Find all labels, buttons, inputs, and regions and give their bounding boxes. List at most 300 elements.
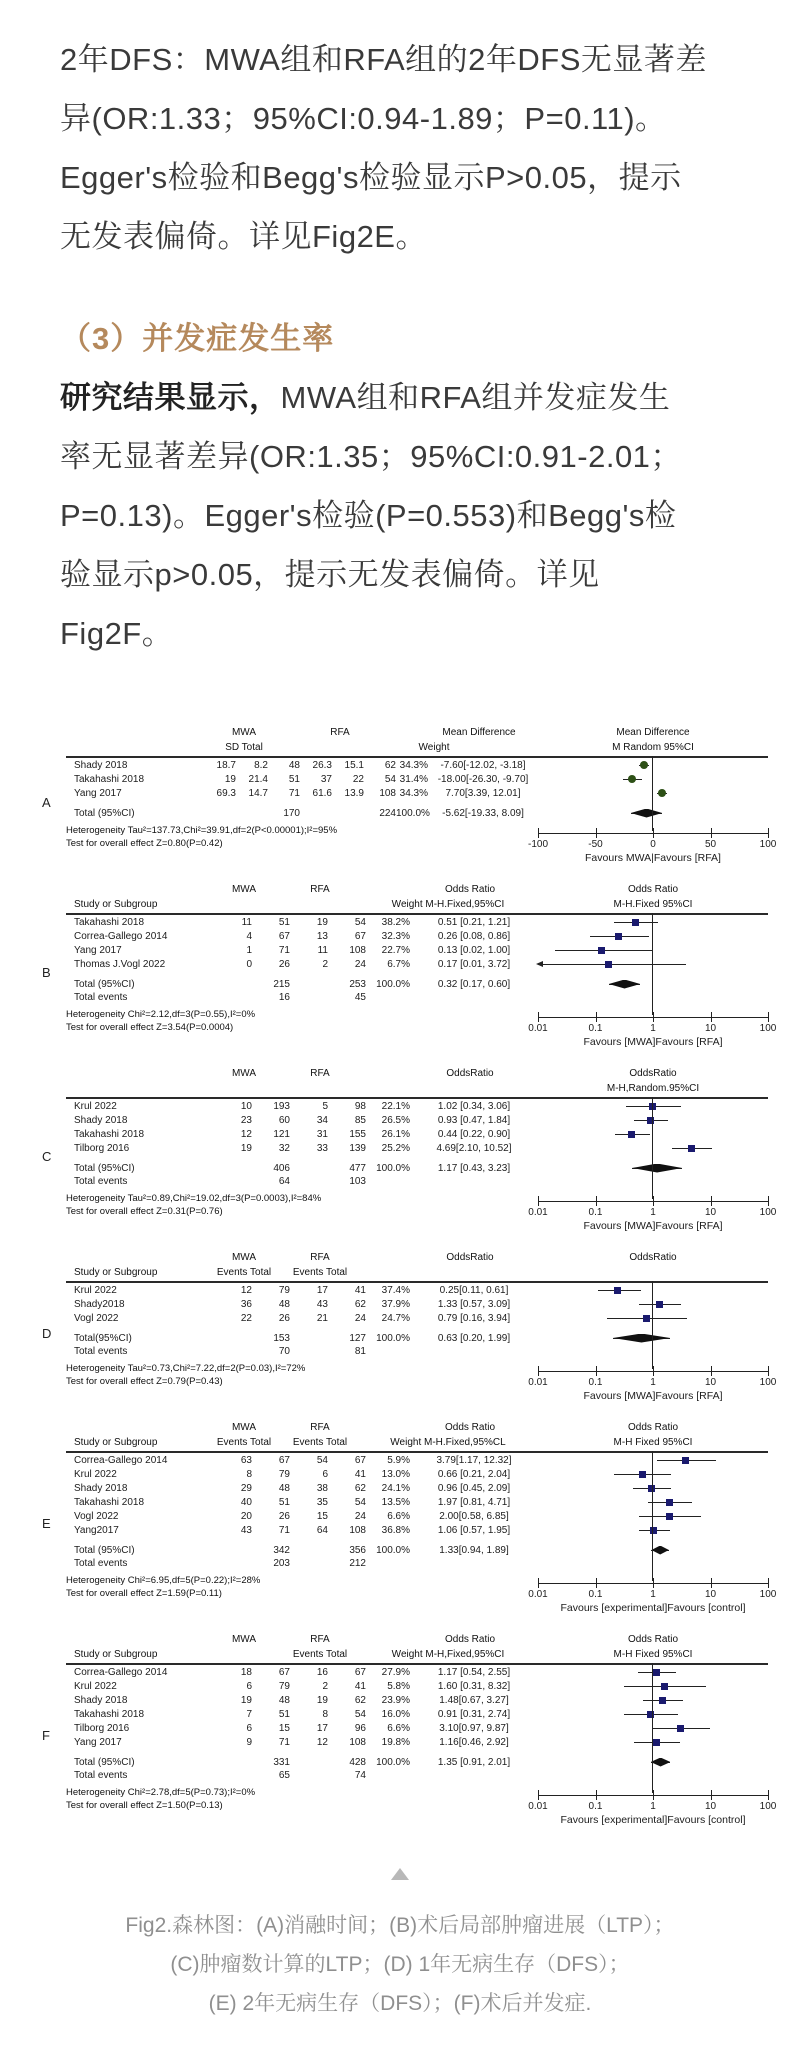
effect-estimate-text: 3.10[0.97, 9.87] bbox=[439, 1722, 509, 1734]
effect-marker bbox=[653, 1669, 660, 1676]
panel-footer bbox=[66, 822, 777, 870]
study-row bbox=[66, 1707, 768, 1721]
value-cell: 64 bbox=[278, 1176, 290, 1187]
column-header-label: Odds Ratio bbox=[627, 884, 679, 895]
value-cell: 5 bbox=[322, 1100, 328, 1112]
value-cell: 16 bbox=[316, 1666, 328, 1678]
total-label: Total (95%CI) bbox=[74, 807, 135, 819]
effect-estimate-text: -18.00[-26.30, -9.70] bbox=[437, 773, 529, 785]
axis-tick bbox=[768, 828, 769, 838]
value-cell: 31.4% bbox=[399, 773, 428, 785]
value-cell: 33 bbox=[316, 1142, 328, 1154]
column-header-label: M-H Fixed 95%CI bbox=[613, 1437, 693, 1448]
value-cell: 79 bbox=[278, 1468, 290, 1480]
x-axis bbox=[528, 1006, 777, 1054]
column-header-label: RFA bbox=[310, 1422, 330, 1433]
value-cell: 17 bbox=[316, 1284, 328, 1296]
study-name: Shady 2018 bbox=[74, 1114, 128, 1126]
text-line: 验显示p>0.05，提示无发表偏倚。详见 bbox=[60, 557, 600, 592]
value-cell: 108 bbox=[349, 944, 366, 956]
study-row bbox=[66, 943, 768, 957]
total-row bbox=[66, 1543, 768, 1557]
total-row bbox=[66, 1755, 768, 1769]
effect-marker bbox=[659, 1697, 666, 1704]
study-name: Yang 2017 bbox=[74, 944, 122, 956]
value-cell: 67 bbox=[278, 1454, 290, 1466]
study-ci-plot bbox=[538, 1735, 768, 1749]
study-row bbox=[66, 1481, 768, 1495]
axis-tick bbox=[711, 828, 712, 838]
value-cell: 2 bbox=[322, 958, 328, 970]
forest-panel-B bbox=[38, 882, 777, 1054]
text-line: P=0.13)。Egger's检验(P=0.553)和Begg's检 bbox=[60, 498, 677, 533]
text-span: MWA组和RFA组并发症发生 bbox=[280, 380, 671, 415]
axis-tick-label: 0.01 bbox=[528, 1589, 548, 1600]
value-cell: 71 bbox=[288, 787, 300, 799]
value-cell: 54 bbox=[354, 1708, 366, 1720]
spacer bbox=[538, 991, 768, 1004]
column-header-label: Events Total bbox=[216, 1267, 272, 1278]
value-cell: 12 bbox=[316, 1736, 328, 1748]
effect-marker bbox=[605, 961, 612, 968]
study-name: Vogl 2022 bbox=[74, 1510, 119, 1522]
axis-tick-label: 1 bbox=[650, 1377, 656, 1388]
value-cell: 62 bbox=[354, 1482, 366, 1494]
effect-estimate-text: 0.17 [0.01, 3.72] bbox=[437, 958, 511, 970]
column-header-label: Study or Subgroup bbox=[74, 1437, 158, 1448]
x-axis bbox=[528, 1572, 777, 1620]
panel-letter: B bbox=[42, 964, 51, 980]
effect-marker bbox=[682, 1457, 689, 1464]
column-header-label: RFA bbox=[330, 727, 350, 738]
effect-estimate-text: 0.26 [0.08, 0.86] bbox=[437, 930, 511, 942]
effect-estimate-text: 4.69[2.10, 10.52] bbox=[436, 1142, 512, 1154]
section-heading-complications: （3）并发症发生率 bbox=[60, 321, 335, 356]
value-cell: 20 bbox=[240, 1510, 252, 1522]
value-cell: 26 bbox=[278, 1510, 290, 1522]
column-header-label: Odds Ratio bbox=[444, 1422, 496, 1433]
axis-tick-label: 10 bbox=[704, 1207, 717, 1218]
value-cell: 100.0% bbox=[376, 978, 410, 990]
panel-footer bbox=[66, 1572, 777, 1620]
column-header-label: Odds Ratio bbox=[627, 1422, 679, 1433]
value-cell: 18 bbox=[240, 1666, 252, 1678]
value-cell: 100.0% bbox=[396, 807, 430, 819]
value-cell: 74 bbox=[354, 1770, 366, 1781]
value-cell: 477 bbox=[349, 1162, 366, 1174]
figure-caption bbox=[0, 1868, 800, 2049]
value-cell: 19 bbox=[240, 1694, 252, 1706]
text-line: 2年DFS：MWA组和RFA组的2年DFS无显著差 bbox=[60, 42, 707, 77]
value-cell: 34.3% bbox=[399, 759, 428, 771]
study-ci-plot bbox=[538, 1467, 768, 1481]
heterogeneity-text: Heterogeneity Chi²=6.95,df=5(P=0.22);I²=28% bbox=[66, 1575, 261, 1586]
value-cell: 428 bbox=[349, 1756, 366, 1768]
value-cell: 48 bbox=[278, 1298, 290, 1310]
study-row bbox=[66, 1665, 768, 1679]
favours-label: Favours [experimental]Favours [control] bbox=[560, 1814, 746, 1826]
value-cell: 2 bbox=[322, 1680, 328, 1692]
effect-estimate-text: 0.79 [0.16, 3.94] bbox=[437, 1312, 511, 1324]
favours-label: Favours [experimental]Favours [control] bbox=[560, 1602, 746, 1614]
value-cell: 24 bbox=[354, 1312, 366, 1324]
forest-panel-C bbox=[38, 1066, 777, 1238]
panel-footer bbox=[66, 1784, 777, 1832]
total-events-label: Total events bbox=[74, 1176, 128, 1187]
axis-tick bbox=[711, 1790, 712, 1800]
total-row bbox=[66, 806, 768, 820]
value-cell: 61.6 bbox=[312, 787, 332, 799]
effect-estimate-text: 0.66 [0.21, 2.04] bbox=[437, 1468, 511, 1480]
value-cell: 24 bbox=[354, 1510, 366, 1522]
favours-label: Favours [MWA]Favours [RFA] bbox=[583, 1220, 723, 1232]
total-label: Total (95%CI) bbox=[74, 1756, 135, 1768]
axis-tick bbox=[538, 1578, 539, 1588]
axis-tick bbox=[711, 1196, 712, 1206]
effect-marker bbox=[640, 761, 648, 769]
study-ci-plot bbox=[538, 1679, 768, 1693]
value-cell: 16.0% bbox=[381, 1708, 410, 1720]
value-cell: 96 bbox=[354, 1722, 366, 1734]
value-cell: 70 bbox=[278, 1346, 290, 1357]
favours-label: Favours MWA|Favours [RFA] bbox=[585, 852, 721, 864]
stats-block bbox=[66, 1572, 538, 1620]
overall-effect-text: Test for overall effect Z=1.59(P=0.11) bbox=[66, 1587, 222, 1599]
axis-tick-label: 100 bbox=[759, 1207, 777, 1218]
value-cell: 48 bbox=[278, 1482, 290, 1494]
column-header-label: Study or Subgroup bbox=[74, 899, 158, 910]
effect-estimate-text: 0.25[0.11, 0.61] bbox=[439, 1284, 509, 1296]
value-cell: 1 bbox=[246, 944, 252, 956]
value-cell: 13.5% bbox=[381, 1496, 410, 1508]
panel-footer bbox=[66, 1360, 777, 1408]
study-row bbox=[66, 1453, 768, 1467]
study-name: Shady 2018 bbox=[74, 759, 128, 771]
value-cell: 6 bbox=[322, 1468, 328, 1480]
value-cell: 108 bbox=[379, 787, 396, 799]
study-ci-plot bbox=[538, 1495, 768, 1509]
axis-tick-label: 0.1 bbox=[588, 1377, 603, 1388]
panel-header bbox=[66, 1066, 768, 1099]
effect-marker bbox=[628, 775, 636, 783]
column-header-label: M-H Fixed 95%CI bbox=[613, 1649, 693, 1660]
value-cell: 6 bbox=[246, 1680, 252, 1692]
axis-tick-label: 100 bbox=[759, 1589, 777, 1600]
axis-tick-label: 100 bbox=[759, 1023, 777, 1034]
study-name: Takahashi 2018 bbox=[74, 1496, 145, 1508]
value-cell: 15 bbox=[278, 1722, 290, 1734]
ci-arrow-left bbox=[536, 961, 543, 967]
column-header-label: M-H.Fixed 95%CI bbox=[613, 899, 693, 910]
summary-ci-plot bbox=[538, 1331, 768, 1345]
value-cell: 36.8% bbox=[381, 1524, 410, 1536]
effect-marker bbox=[661, 1683, 668, 1690]
study-name: Correa-Gallego 2014 bbox=[74, 1666, 168, 1678]
total-events-label: Total events bbox=[74, 1770, 128, 1781]
effect-marker bbox=[615, 933, 622, 940]
axis-tick bbox=[538, 1012, 539, 1022]
value-cell: 10 bbox=[240, 1100, 252, 1112]
triangle-up-icon[interactable] bbox=[391, 1868, 409, 1880]
axis-tick bbox=[538, 1790, 539, 1800]
stats-block bbox=[66, 1784, 538, 1832]
total-events-label: Total events bbox=[74, 1558, 128, 1569]
column-header-label: OddsRatio bbox=[629, 1068, 677, 1079]
axis-tick bbox=[596, 1196, 597, 1206]
total-events-row bbox=[66, 1345, 768, 1358]
column-header-label: MWA bbox=[231, 1422, 257, 1433]
axis-tick-label: 10 bbox=[704, 1023, 717, 1034]
summary-diamond bbox=[631, 809, 663, 818]
column-header-label: Weight bbox=[418, 742, 450, 753]
study-row bbox=[66, 1721, 768, 1735]
total-events-row bbox=[66, 1175, 768, 1188]
effect-estimate-text: 0.63 [0.20, 1.99] bbox=[437, 1332, 511, 1344]
study-name: Takahashi 2018 bbox=[74, 1708, 145, 1720]
axis-tick-label: 0.1 bbox=[588, 1801, 603, 1812]
value-cell: 27.9% bbox=[381, 1666, 410, 1678]
study-ci-plot bbox=[538, 1665, 768, 1679]
effect-marker bbox=[598, 947, 605, 954]
value-cell: 4 bbox=[246, 930, 252, 942]
panel-footer bbox=[66, 1006, 777, 1054]
axis-tick bbox=[538, 828, 539, 838]
column-header-label: Events Total bbox=[292, 1267, 348, 1278]
total-events-row bbox=[66, 991, 768, 1004]
study-row bbox=[66, 772, 768, 786]
value-cell: 36 bbox=[240, 1298, 252, 1310]
summary-diamond bbox=[632, 1164, 682, 1173]
panel-letter: F bbox=[42, 1728, 50, 1743]
axis-tick bbox=[653, 1790, 654, 1800]
value-cell: 19 bbox=[316, 1694, 328, 1706]
value-cell: 13 bbox=[316, 930, 328, 942]
value-cell: 34.3% bbox=[399, 787, 428, 799]
effect-estimate-text: 1.60 [0.31, 8.32] bbox=[437, 1680, 511, 1692]
x-axis bbox=[528, 1360, 777, 1408]
value-cell: 342 bbox=[273, 1544, 290, 1556]
forest-plot-figure bbox=[38, 725, 777, 1832]
column-header-label: Mean Difference bbox=[442, 727, 516, 738]
x-axis bbox=[528, 1784, 777, 1832]
column-header-label: Odds Ratio bbox=[444, 1634, 496, 1645]
value-cell: 21 bbox=[316, 1312, 328, 1324]
effect-estimate-text: 1.06 [0.57, 1.95] bbox=[437, 1524, 511, 1536]
effect-estimate-text: 1.16[0.46, 2.92] bbox=[439, 1736, 509, 1748]
value-cell: 71 bbox=[278, 1736, 290, 1748]
total-events-label: Total events bbox=[74, 1346, 128, 1357]
value-cell: 37.9% bbox=[381, 1298, 410, 1310]
study-row bbox=[66, 1127, 768, 1141]
value-cell: 215 bbox=[273, 978, 290, 990]
value-cell: 79 bbox=[278, 1284, 290, 1296]
value-cell: 6.6% bbox=[387, 1722, 410, 1734]
study-ci-plot bbox=[538, 1297, 768, 1311]
study-ci-plot bbox=[538, 786, 768, 800]
value-cell: 65 bbox=[278, 1770, 290, 1781]
effect-marker bbox=[666, 1499, 673, 1506]
value-cell: 41 bbox=[354, 1680, 366, 1692]
value-cell: 43 bbox=[240, 1524, 252, 1536]
panel-header bbox=[66, 1632, 768, 1665]
value-cell: 0 bbox=[246, 958, 252, 970]
value-cell: 54 bbox=[354, 916, 366, 928]
column-header-label: RFA bbox=[310, 1252, 330, 1263]
study-row bbox=[66, 915, 768, 929]
value-cell: 62 bbox=[354, 1694, 366, 1706]
favours-label: Favours [MWA]Favours [RFA] bbox=[583, 1036, 723, 1048]
effect-estimate-text: 2.00[0.58, 6.85] bbox=[439, 1510, 509, 1522]
value-cell: 69.3 bbox=[216, 787, 236, 799]
value-cell: 22.7% bbox=[381, 944, 410, 956]
column-header-label: MWA bbox=[231, 1252, 257, 1263]
value-cell: 21.4 bbox=[248, 773, 268, 785]
x-axis bbox=[528, 1190, 777, 1238]
total-row bbox=[66, 977, 768, 991]
value-cell: 29 bbox=[240, 1482, 252, 1494]
study-name: Shady2018 bbox=[74, 1298, 125, 1310]
value-cell: 331 bbox=[273, 1756, 290, 1768]
value-cell: 41 bbox=[354, 1468, 366, 1480]
value-cell: 100.0% bbox=[376, 1756, 410, 1768]
axis-tick-label: 1 bbox=[650, 1801, 656, 1812]
study-ci-plot bbox=[538, 772, 768, 786]
value-cell: 67 bbox=[354, 1454, 366, 1466]
column-header-label: RFA bbox=[310, 884, 330, 895]
effect-marker bbox=[647, 1117, 654, 1124]
study-ci-plot bbox=[538, 1453, 768, 1467]
summary-ci-plot bbox=[538, 977, 768, 991]
value-cell: 170 bbox=[283, 807, 300, 819]
value-cell: 45 bbox=[354, 992, 366, 1003]
value-cell: 212 bbox=[349, 1558, 366, 1569]
axis-tick-label: 100 bbox=[759, 839, 777, 850]
value-cell: 18.7 bbox=[216, 759, 236, 771]
value-cell: 51 bbox=[278, 1496, 290, 1508]
overall-effect-text: Test for overall effect Z=0.80(P=0.42) bbox=[66, 837, 223, 849]
summary-ci-plot bbox=[538, 806, 768, 820]
spacer bbox=[538, 1557, 768, 1570]
total-row bbox=[66, 1161, 768, 1175]
study-ci-plot bbox=[538, 915, 768, 929]
study-ci-plot bbox=[538, 1721, 768, 1735]
forest-panel-D bbox=[38, 1250, 777, 1408]
panel-footer bbox=[66, 1190, 777, 1238]
paragraph-2yr-dfs bbox=[60, 30, 748, 266]
heterogeneity-text: Heterogeneity Chi²=2.12,df=3(P=0.55),I²=0% bbox=[66, 1009, 256, 1020]
panel-letter: E bbox=[42, 1516, 51, 1531]
axis-tick bbox=[596, 828, 597, 838]
value-cell: 23.9% bbox=[381, 1694, 410, 1706]
forest-panel-F bbox=[38, 1632, 777, 1832]
effect-estimate-text: 1.17 [0.43, 3.23] bbox=[437, 1162, 511, 1174]
effect-estimate-text: 1.48[0.67, 3.27] bbox=[439, 1694, 509, 1706]
study-row bbox=[66, 929, 768, 943]
value-cell: 79 bbox=[278, 1680, 290, 1692]
column-header-label: RFA bbox=[310, 1634, 330, 1645]
total-events-label: Total events bbox=[74, 992, 128, 1003]
column-header-label: MWA bbox=[231, 1634, 257, 1645]
value-cell: 32 bbox=[278, 1142, 290, 1154]
x-axis bbox=[527, 822, 777, 870]
effect-estimate-text: 0.44 [0.22, 0.90] bbox=[437, 1128, 511, 1140]
value-cell: 48 bbox=[288, 759, 300, 771]
study-row bbox=[66, 758, 768, 772]
effect-marker bbox=[628, 1131, 635, 1138]
value-cell: 25.2% bbox=[381, 1142, 410, 1154]
value-cell: 54 bbox=[384, 773, 396, 785]
axis-tick-label: 100 bbox=[759, 1377, 777, 1388]
effect-estimate-text: 1.02 [0.34, 3.06] bbox=[437, 1100, 511, 1112]
text-line: Fig2F。 bbox=[60, 616, 174, 651]
study-ci-plot bbox=[538, 1127, 768, 1141]
null-effect-line bbox=[652, 1281, 653, 1369]
null-effect-line bbox=[652, 756, 653, 831]
axis-tick-label: 0.01 bbox=[528, 1377, 548, 1388]
heterogeneity-text: Heterogeneity Tau²=137.73,Chi²=39.91,df=2(P<0.00001);I²=95% bbox=[66, 825, 338, 836]
study-row bbox=[66, 786, 768, 800]
effect-estimate-text: -5.62[-19.33, 8.09] bbox=[442, 807, 524, 819]
caption-line: Fig2.森林图：(A)消融时间；(B)术后局部肿瘤进展（LTP）； bbox=[125, 1914, 675, 1937]
effect-estimate-text: 1.33[0.94, 1.89] bbox=[439, 1544, 509, 1556]
study-name: Krul 2022 bbox=[74, 1680, 117, 1692]
value-cell: 224 bbox=[379, 807, 396, 819]
value-cell: 38.2% bbox=[381, 916, 410, 928]
panel-header bbox=[66, 1420, 768, 1453]
study-ci-plot bbox=[538, 1113, 768, 1127]
study-row bbox=[66, 1141, 768, 1155]
total-label: Total (95%CI) bbox=[74, 978, 135, 990]
column-header-label: RFA bbox=[310, 1068, 330, 1079]
value-cell: 15 bbox=[316, 1510, 328, 1522]
study-ci-plot bbox=[538, 1523, 768, 1537]
summary-diamond bbox=[613, 1334, 670, 1343]
study-name: Krul 2022 bbox=[74, 1468, 117, 1480]
value-cell: 14.7 bbox=[248, 787, 268, 799]
study-ci-plot bbox=[538, 957, 768, 971]
value-cell: 19 bbox=[316, 916, 328, 928]
axis-tick bbox=[653, 1012, 654, 1022]
value-cell: 356 bbox=[349, 1544, 366, 1556]
value-cell: 108 bbox=[349, 1524, 366, 1536]
study-row bbox=[66, 1679, 768, 1693]
overall-effect-text: Test for overall effect Z=0.31(P=0.76) bbox=[66, 1205, 223, 1217]
null-effect-line bbox=[652, 1451, 653, 1581]
text-line: 异(OR:1.33；95%CI:0.94-1.89；P=0.11)。 bbox=[60, 101, 667, 136]
value-cell: 60 bbox=[278, 1114, 290, 1126]
column-header-label: OddsRatio bbox=[446, 1068, 494, 1079]
value-cell: 6 bbox=[246, 1722, 252, 1734]
panel-header bbox=[66, 725, 768, 758]
column-header-label: Mean Difference bbox=[616, 727, 690, 738]
summary-ci-plot bbox=[538, 1543, 768, 1557]
value-cell: 103 bbox=[349, 1176, 366, 1187]
spacer bbox=[538, 1769, 768, 1782]
bold-lead-in: 研究结果显示， bbox=[60, 380, 281, 415]
column-header-label: Odds Ratio bbox=[444, 884, 496, 895]
study-ci-plot bbox=[538, 1509, 768, 1523]
effect-marker bbox=[658, 789, 666, 797]
null-effect-line bbox=[652, 913, 653, 1015]
value-cell: 67 bbox=[354, 930, 366, 942]
value-cell: 13.9 bbox=[344, 787, 364, 799]
value-cell: 98 bbox=[354, 1100, 366, 1112]
effect-estimate-text: 1.97 [0.81, 4.71] bbox=[437, 1496, 511, 1508]
study-name: Krul 2022 bbox=[74, 1284, 117, 1296]
value-cell: 6.6% bbox=[387, 1510, 410, 1522]
study-ci-plot bbox=[538, 943, 768, 957]
axis-tick-label: 1 bbox=[650, 1023, 656, 1034]
